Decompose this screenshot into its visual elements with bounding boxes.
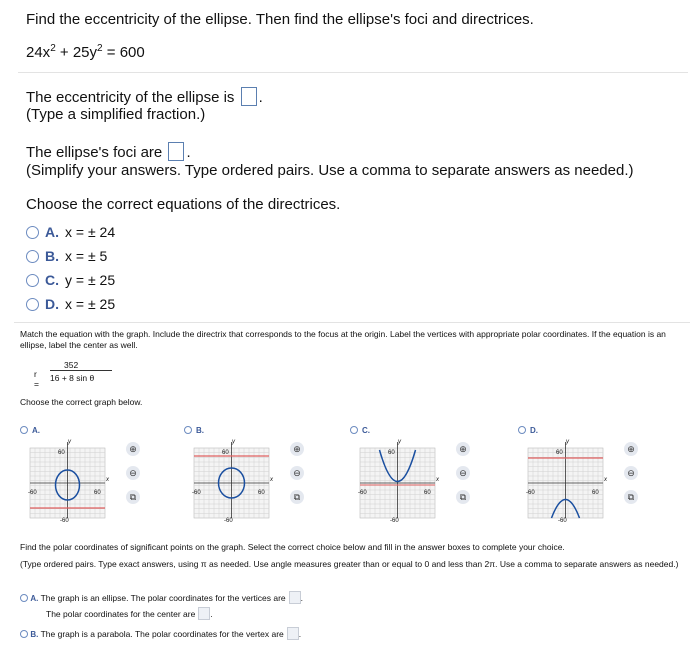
graph-letter: D.: [530, 426, 538, 435]
choice-b-letter: B.: [30, 630, 39, 639]
tick-label: -60: [526, 490, 535, 496]
q1-prompt: Find the eccentricity of the ellipse. Then find the ellipse's foci and directrices.: [26, 11, 534, 28]
polar-hint: (Type ordered pairs. Type exact answers, using π as needed. Use angle measures greater than or equal to 0 and less than 2π. Use a comma to separate answers as needed.): [20, 559, 679, 569]
section-divider: [14, 322, 690, 323]
popout-icon[interactable]: ⧉: [456, 490, 470, 504]
divider: [18, 72, 688, 73]
option-d-letter: D.: [45, 296, 59, 312]
eccentricity-answer-box[interactable]: [241, 87, 257, 106]
eq-term-1: 24x: [26, 44, 51, 61]
y-axis-label: y: [68, 439, 71, 445]
y-axis-label: y: [232, 439, 235, 445]
x-axis-label: x: [436, 477, 439, 483]
tick-label: -60: [28, 490, 37, 496]
foci-answer-box[interactable]: [168, 142, 184, 161]
tick-label: 60: [592, 490, 599, 496]
graph-header: [350, 420, 370, 438]
option-c-text: y = ± 25: [65, 272, 116, 288]
graph-radio[interactable]: [518, 426, 526, 434]
denominator: 16 + 8 sin θ: [50, 373, 95, 383]
tick-label: -60: [192, 490, 201, 496]
polar-prompt: Find the polar coordinates of significant points on the graph. Select the correct choice below and fill in the answer boxes to complete your choice.: [20, 542, 565, 552]
graph-option-c[interactable]: [350, 420, 510, 530]
tick-label: 60: [556, 450, 563, 456]
y-axis-label: y: [566, 439, 569, 445]
y-axis-label: y: [398, 439, 401, 445]
tick-label: -60: [60, 518, 69, 524]
choice-a-sub-row: The polar coordinates for the center are .: [46, 609, 213, 619]
graph-header: [518, 420, 538, 438]
tick-label: -60: [390, 518, 399, 524]
graph-radio[interactable]: [350, 426, 358, 434]
numerator: 352: [64, 360, 79, 370]
choose-graph: Choose the correct graph below.: [20, 397, 143, 407]
zoom-in-icon[interactable]: ⊕: [456, 442, 470, 456]
graph-header: [20, 420, 40, 438]
eccentricity-hint: (Type a simplified fraction.): [26, 106, 206, 123]
vertices-answer-box[interactable]: [289, 591, 301, 604]
q2-prompt: Match the equation with the graph. Include the directrix that corresponds to the focus at the origin. Label the vertices with appropriate polar coordinates. If the equation is an ellipse, label the center as well.: [20, 329, 666, 350]
option-b[interactable]: [26, 248, 107, 264]
choice-b-text: The graph is a parabola. The polar coordinates for the vertex are: [40, 629, 284, 639]
tick-label: -60: [358, 490, 367, 496]
choice-a-text: The graph is an ellipse. The polar coordinates for the vertices are: [40, 593, 286, 603]
choice-a-letter: A.: [30, 594, 39, 603]
tick-label: 60: [94, 490, 101, 496]
option-a[interactable]: [26, 224, 115, 240]
x-axis-label: x: [106, 477, 109, 483]
eq-term-2: + 25y: [55, 44, 98, 61]
choice-b-row[interactable]: B. The graph is a parabola. The polar coordinates for the vertex are .: [20, 627, 301, 640]
tick-label: -60: [558, 518, 567, 524]
vertex-answer-box[interactable]: [287, 627, 299, 640]
radio-c[interactable]: [26, 274, 39, 287]
popout-icon[interactable]: ⧉: [624, 490, 638, 504]
popout-icon[interactable]: ⧉: [290, 490, 304, 504]
tick-label: -60: [224, 518, 233, 524]
zoom-out-icon[interactable]: ⊖: [290, 466, 304, 480]
choice-a-sub-text: The polar coordinates for the center are: [46, 609, 196, 619]
eccentricity-row: The eccentricity of the ellipse is .: [26, 89, 263, 106]
option-d-text: x = ± 25: [65, 296, 116, 312]
radio-b[interactable]: [26, 250, 39, 263]
popout-icon[interactable]: ⧉: [126, 490, 140, 504]
tick-label: 60: [58, 450, 65, 456]
q1-equation: [26, 43, 145, 61]
zoom-out-icon[interactable]: ⊖: [624, 466, 638, 480]
eq-exp-2: 2: [97, 43, 103, 54]
x-axis-label: x: [270, 477, 273, 483]
option-d[interactable]: [26, 296, 115, 312]
graph-radio[interactable]: [184, 426, 192, 434]
eq-rhs: = 600: [102, 44, 145, 61]
radio-a[interactable]: [26, 226, 39, 239]
radio-d[interactable]: [26, 298, 39, 311]
graph-option-a[interactable]: [20, 420, 180, 530]
option-c[interactable]: [26, 272, 115, 288]
graph-header: [184, 420, 204, 438]
directrix-prompt: Choose the correct equations of the directrices.: [26, 196, 341, 213]
graph-option-d[interactable]: [518, 420, 678, 530]
eq-exp-1: 2: [50, 43, 56, 54]
tick-label: 60: [258, 490, 265, 496]
option-b-text: x = ± 5: [65, 248, 108, 264]
graph-letter: A.: [32, 426, 40, 435]
graph-letter: B.: [196, 426, 204, 435]
option-a-text: x = ± 24: [65, 224, 116, 240]
zoom-in-icon[interactable]: ⊕: [624, 442, 638, 456]
fraction-bar: [50, 370, 112, 371]
choice-a-row[interactable]: A. The graph is an ellipse. The polar coordinates for the vertices are .: [20, 591, 303, 604]
option-c-letter: C.: [45, 272, 59, 288]
choice-b-radio[interactable]: [20, 630, 28, 638]
foci-label: The ellipse's foci are: [26, 144, 163, 161]
center-answer-box[interactable]: [198, 607, 210, 620]
zoom-in-icon[interactable]: ⊕: [290, 442, 304, 456]
tick-label: 60: [222, 450, 229, 456]
graph-option-b[interactable]: [184, 420, 344, 530]
option-a-letter: A.: [45, 224, 59, 240]
zoom-out-icon[interactable]: ⊖: [456, 466, 470, 480]
option-b-letter: B.: [45, 248, 59, 264]
choice-a-radio[interactable]: [20, 594, 28, 602]
tick-label: 60: [424, 490, 431, 496]
eccentricity-label: The eccentricity of the ellipse is: [26, 89, 235, 106]
r-label: r =: [34, 369, 39, 389]
tick-label: 60: [388, 450, 395, 456]
foci-row: The ellipse's foci are .: [26, 144, 191, 161]
graph-radio[interactable]: [20, 426, 28, 434]
graph-letter: C.: [362, 426, 370, 435]
x-axis-label: x: [604, 477, 607, 483]
zoom-out-icon[interactable]: ⊖: [126, 466, 140, 480]
foci-hint: (Simplify your answers. Type ordered pairs. Use a comma to separate answers as needed.): [26, 162, 634, 179]
zoom-in-icon[interactable]: ⊕: [126, 442, 140, 456]
